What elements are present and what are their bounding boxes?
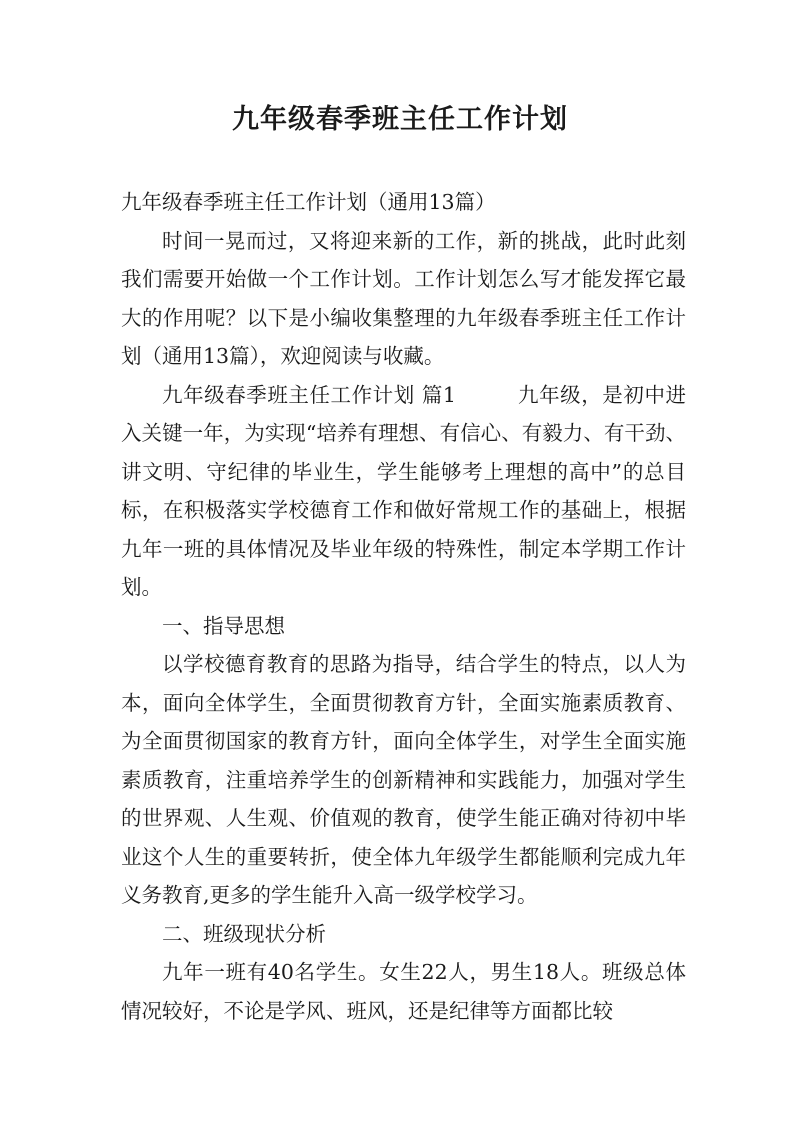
section-paragraph-class-analysis: 九年一班有40名学生。女生22人，男生18人。班级总体情况较好，不论是学风、班风，还是纪律等方面都比较 [121, 960, 686, 1023]
document-body [121, 183, 686, 1030]
section-heading-class-analysis: 二、班级现状分析 [162, 921, 326, 946]
chapter-text: 九年级，是初中进入关键一年，为实现“培养有理想、有信心、有毅力、有干劲、讲文明、守纪律的毕业生，学生能够考上理想的高中”的总目标，在积极落实学校德育工作和做好常规工作的基础上，根据九年一班的具体情况及毕业年级的特殊性，制定本学期工作计划。 [121, 382, 687, 599]
intro-paragraph: 时间一晃而过，又将迎来新的工作，新的挑战，此时此刻我们需要开始做一个工作计划。工作计划怎么写才能发挥它最大的作用呢？以下是小编收集整理的九年级春季班主任工作计划（通用13篇），欢迎阅读与收藏。 [121, 228, 686, 368]
chapter-label: 九年级春季班主任工作计划 篇1 [162, 382, 456, 407]
section-heading-guiding-ideology: 一、指导思想 [162, 613, 285, 638]
chapter-paragraph [121, 376, 686, 607]
document-title: 九年级春季班主任工作计划 [232, 104, 568, 135]
section-paragraph-guiding-ideology: 以学校德育教育的思路为指导，结合学生的特点，以人为本，面向全体学生，全面贯彻教育方针，全面实施素质教育、为全面贯彻国家的教育方针，面向全体学生，对学生全面实施素质教育，注重培养学生的创新精神和实践能力，加强对学生的世界观、人生观、价值观的教育，使学生能正确对待初中毕业这个人生的重要转折，使全体九年级学生都能顺利完成九年义务教育,更多的学生能升入高一级学校学习。 [121, 652, 686, 907]
document-subtitle: 九年级春季班主任工作计划（通用13篇） [121, 190, 496, 214]
